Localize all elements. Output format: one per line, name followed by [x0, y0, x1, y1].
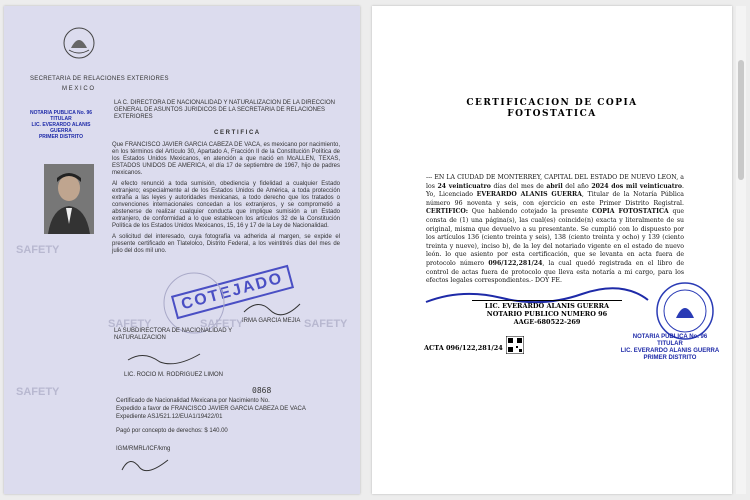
signer-title: NOTARIO PUBLICO NUMERO 96: [486, 310, 608, 318]
subdirectora-title: LA SUBDIRECTORA DE NACIONALIDAD Y NATURALIZACION: [114, 328, 233, 341]
payment-line: Pagó por concepto de derechos: $ 140.00: [116, 428, 228, 434]
body-bold: 24 veinticuatro: [437, 182, 491, 190]
document-title: [372, 98, 732, 120]
cert-line-3: Expediente ASJ/521.12/EUA1/19422/01: [116, 414, 223, 420]
coat-of-arms-icon: [62, 26, 96, 60]
portrait-photo: [44, 164, 94, 234]
qr-code-icon: [506, 336, 524, 354]
body-text: Que habiendo cotejado la presente: [471, 208, 589, 216]
body-text: , la cual quedó registrada en el libro de control de actas fuera de protocolo que lleva esta notaría a mi cargo, para los efectos legales correspondientes.- DOY FE.: [426, 259, 685, 285]
paragraph-1: Que FRANCISCO JAVIER GARCIA CABEZA DE VACA, es mexicano por nacimiento, en los términos del Artículo 30, Apartado A, Fracción II de la Constitución Política de los Estados Unidos Mexicanos, en atención a que nació en McALLEN, TEXAS, ESTADOS UNIDOS DE AMERICA, el día 17 de septiembre de 1967, hijo de padres mexicanos.: [112, 142, 340, 176]
body-text: días del mes de: [493, 182, 544, 190]
title-line-2: FOTOSTATICA: [507, 109, 597, 119]
safety-watermark: SAFETY: [108, 318, 152, 330]
cert-line-2: Expedido a favor de FRANCISCO JAVIER GARCIA CABEZA DE VACA: [116, 406, 306, 412]
body-bold: COPIA FOTOSTATICA: [591, 208, 669, 216]
signature-1-icon: [240, 296, 310, 318]
footer-initials: IGM/RMRL/ICF/kmg: [116, 446, 171, 452]
stamp-line: LIC. EVERARDO ALANIS GUERRA: [620, 348, 720, 354]
stamp-line: TITULAR: [657, 341, 683, 347]
safety-watermark: SAFETY: [16, 244, 60, 256]
body-bold: abril: [546, 182, 563, 190]
secretaria-heading: SECRETARIA DE RELACIONES EXTERIORES: [30, 76, 169, 82]
body-text: que consta de (1) una página(s), las cual(es) coincide(n) exacta y literalmente de su original, misma que devuelvo a su presentante. Se cumplió con lo dispuesto por los artículos 136 (ciento treinta y seis), 138 (ciento treinta y ocho) y 139 (ciento treinta y nueve), inciso b), de la ley del notariado vigente en el estado de nuevo león. lo que asiento por esta certificación, que se levanta en acta fuera de protocolo número: [426, 208, 685, 267]
body-bold: 2024 dos mil veinticuatro: [591, 182, 683, 190]
stamp-line: PRIMER DISTRITO: [38, 134, 84, 140]
signer-1-name: IRMA GARCIA MEJIA: [242, 318, 301, 324]
certificate-body: [112, 142, 340, 259]
serial-number: 0868: [252, 386, 272, 395]
signer-2-name: LIC. ROCIO M. RODRIGUEZ LIMON: [124, 372, 224, 378]
acta-number: ACTA 096/122,281/24: [424, 344, 503, 352]
certifica-heading: C E R T I F I C A: [214, 130, 260, 136]
left-document-page: [4, 6, 360, 494]
body-bold: EVERARDO ALANIS GUERRA: [476, 191, 582, 199]
cert-line-1: Certificado de Nacionalidad Mexicana por Nacimiento No.: [116, 398, 270, 404]
stamp-line: TITULAR: [50, 116, 72, 122]
notary-seal-icon: [654, 280, 716, 342]
stamp-line: LIC. EVERARDO ALANIS GUERRA: [31, 122, 91, 134]
safety-watermark: SAFETY: [16, 386, 60, 398]
notary-stamp: [612, 334, 728, 362]
paragraph-2: Al efecto renunció a toda sumisión, obediencia y fidelidad a cualquier Estado extranjero; especialmente al de los Estados Unidos de América, a toda protección extraña a las leyes y autoridades mexicanas, a todo derecho que los tratados o convenciones internacionales concedan a los extranjeros, y se comprometió a abstenerse de realizar cualquier conducta que implique sumisión a un Estado extranjero, de conformidad a lo que establecen los artículos 32 de la Constitución Política de los Estados Unidos Mexicanos, 15, 16 y 17 de la Ley de Nacionalidad.: [112, 181, 340, 229]
signer-name: LIC. EVERARDO ALANIS GUERRA: [484, 302, 610, 310]
stamp-line: NOTARIA PUBLICA No. 96: [29, 110, 93, 116]
stamp-line: PRIMER DISTRITO: [643, 355, 697, 361]
signer-code: AAGE-680522-269: [513, 318, 581, 326]
body-text: , Titular de la Notaría Pública número 96 noventa y seis, con ejercicio en este Primer Distrito Registral.: [426, 191, 684, 207]
certification-body: [426, 174, 684, 286]
body-text: . Yo, Licenciado: [426, 182, 684, 199]
safety-watermark: SAFETY: [304, 318, 348, 330]
signature-block: [472, 300, 622, 326]
stamp-line: NOTARIA PUBLICA No. 96: [632, 334, 708, 340]
safety-watermark: SAFETY: [200, 318, 244, 330]
signature-3-icon: [118, 454, 178, 476]
body-text: del año: [565, 182, 589, 190]
body-text: --- EN LA CIUDAD DE MONTERREY, CAPITAL DEL ESTADO DE NUEVO LEON, a los: [426, 174, 684, 190]
right-document-page: [372, 6, 732, 494]
cotejado-stamp: COTEJADO: [171, 265, 294, 319]
scrollbar-thumb[interactable]: [738, 60, 744, 180]
addressee-text: LA C. DIRECTORA DE NACIONALIDAD Y NATURALIZACION DE LA DIRECCION GENERAL DE ASUNTOS JURIDICOS DE LA SECRETARIA DE RELACIONES EXTERIORES: [114, 100, 335, 120]
mexico-label: M E X I C O: [62, 86, 95, 92]
title-line-1: CERTIFICACION DE COPIA: [466, 98, 638, 108]
body-bold: 096/122,281/24: [488, 259, 543, 267]
notary-stamp-small: [26, 110, 96, 140]
signature-2-icon: [124, 346, 204, 368]
paragraph-3: A solicitud del interesado, cuya fotografía va adherida al margen, se expide el presente certificado en Tlatelolco, Distrito Federal, a los veintitrés días del mes de julio del dos mil uno.: [112, 234, 340, 254]
body-bold: CERTIFICO:: [426, 208, 469, 216]
